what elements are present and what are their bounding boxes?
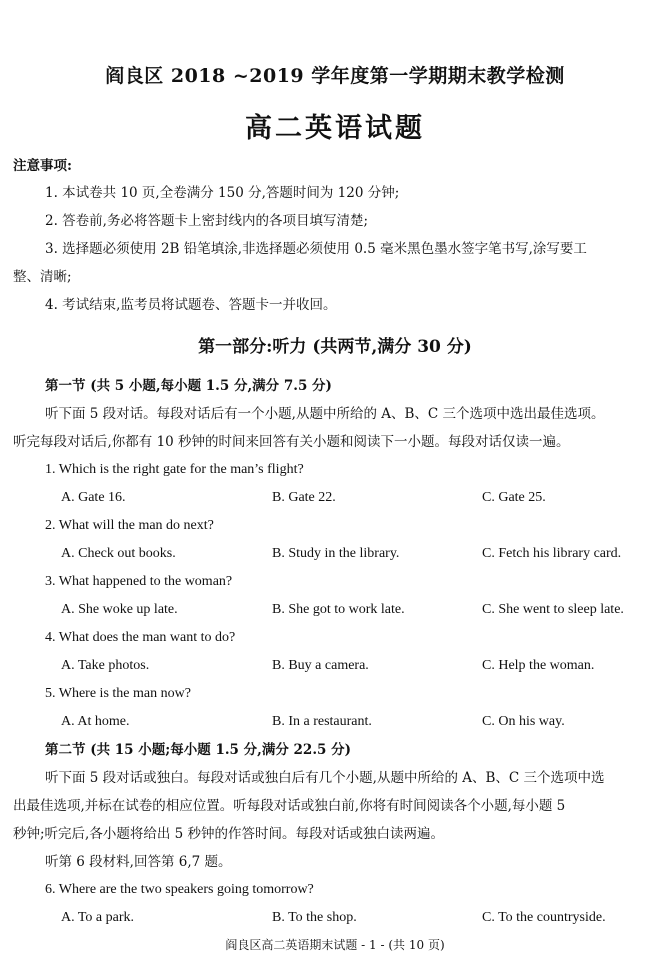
section1-instruction: 听下面 5 段对话。每段对话后有一个小题,从题中所给的 A、B、C 三个选项中选出最佳选项。 xyxy=(45,406,605,422)
option-c: C. Gate 25. xyxy=(482,490,546,505)
notice-heading: 注意事项: xyxy=(13,158,72,174)
question-text: 6. Where are the two speakers going tomorrow? xyxy=(45,882,314,897)
option-a: A. At home. xyxy=(61,714,130,729)
option-c: C. She went to sleep late. xyxy=(482,602,624,617)
option-a: A. She woke up late. xyxy=(61,602,178,617)
page-footer: 阎良区高二英语期末试题 - 1 - (共 10 页) xyxy=(225,938,445,952)
question-text: 5. Where is the man now? xyxy=(45,686,191,701)
question-text: 3. What happened to the woman? xyxy=(45,574,233,589)
section2-instruction: 听下面 5 段对话或独白。每段对话或独白后有几个小题,从题中所给的 A、B、C 三个选项中选 xyxy=(45,770,605,786)
option-a: A. Take photos. xyxy=(61,658,150,673)
option-c: C. To the countryside. xyxy=(482,910,606,925)
option-b: B. She got to work late. xyxy=(272,602,405,617)
option-c: C. Help the woman. xyxy=(482,658,595,673)
subject-title: 高二英语试题 xyxy=(245,113,425,144)
section2-heading: 第二节 (共 15 小题;每小题 1.5 分,满分 22.5 分) xyxy=(45,742,352,758)
question-text: 1. Which is the right gate for the man’s flight? xyxy=(45,462,304,477)
question-text: 2. What will the man do next? xyxy=(45,518,214,533)
section2-instruction: 秒钟;听完后,各小题将给出 5 秒钟的作答时间。每段对话或独白读两遍。 xyxy=(13,826,445,842)
option-b: B. Buy a camera. xyxy=(272,658,369,673)
notice-item: 整、清晰; xyxy=(13,269,72,285)
notice-item: 3. 选择题必须使用 2B 铅笔填涂,非选择题必须使用 0.5 毫米黑色墨水签字笔书写,涂写要工 xyxy=(45,241,587,257)
option-a: A. To a park. xyxy=(61,910,135,925)
section2-instruction: 出最佳选项,并标在试卷的相应位置。听每段对话或独白前,你将有时间阅读各个小题,每小题 5 xyxy=(13,798,566,814)
option-b: B. To the shop. xyxy=(272,910,357,925)
exam-title: 阎良区 2018 ~2019 学年度第一学期期末教学检测 xyxy=(105,65,565,87)
material-note: 听第 6 段材料,回答第 6,7 题。 xyxy=(45,854,232,870)
notice-item: 1. 本试卷共 10 页,全卷满分 150 分,答题时间为 120 分钟; xyxy=(45,185,400,201)
option-c: C. On his way. xyxy=(482,714,565,729)
option-b: B. Study in the library. xyxy=(272,546,400,561)
question-text: 4. What does the man want to do? xyxy=(45,630,236,645)
part1-title: 第一部分:听力 (共两节,满分 30 分) xyxy=(198,337,472,357)
section1-instruction: 听完每段对话后,你都有 10 秒钟的时间来回答有关小题和阅读下一小题。每段对话仅读一遍。 xyxy=(13,434,570,450)
notice-item: 2. 答卷前,务必将答题卡上密封线内的各项目填写清楚; xyxy=(45,213,369,229)
option-a: A. Gate 16. xyxy=(61,490,126,505)
option-c: C. Fetch his library card. xyxy=(482,546,622,561)
section1-heading: 第一节 (共 5 小题,每小题 1.5 分,满分 7.5 分) xyxy=(45,378,332,394)
option-b: B. In a restaurant. xyxy=(272,714,372,729)
option-a: A. Check out books. xyxy=(61,546,176,561)
option-b: B. Gate 22. xyxy=(272,490,336,505)
notice-item: 4. 考试结束,监考员将试题卷、答题卡一并收回。 xyxy=(45,297,337,313)
